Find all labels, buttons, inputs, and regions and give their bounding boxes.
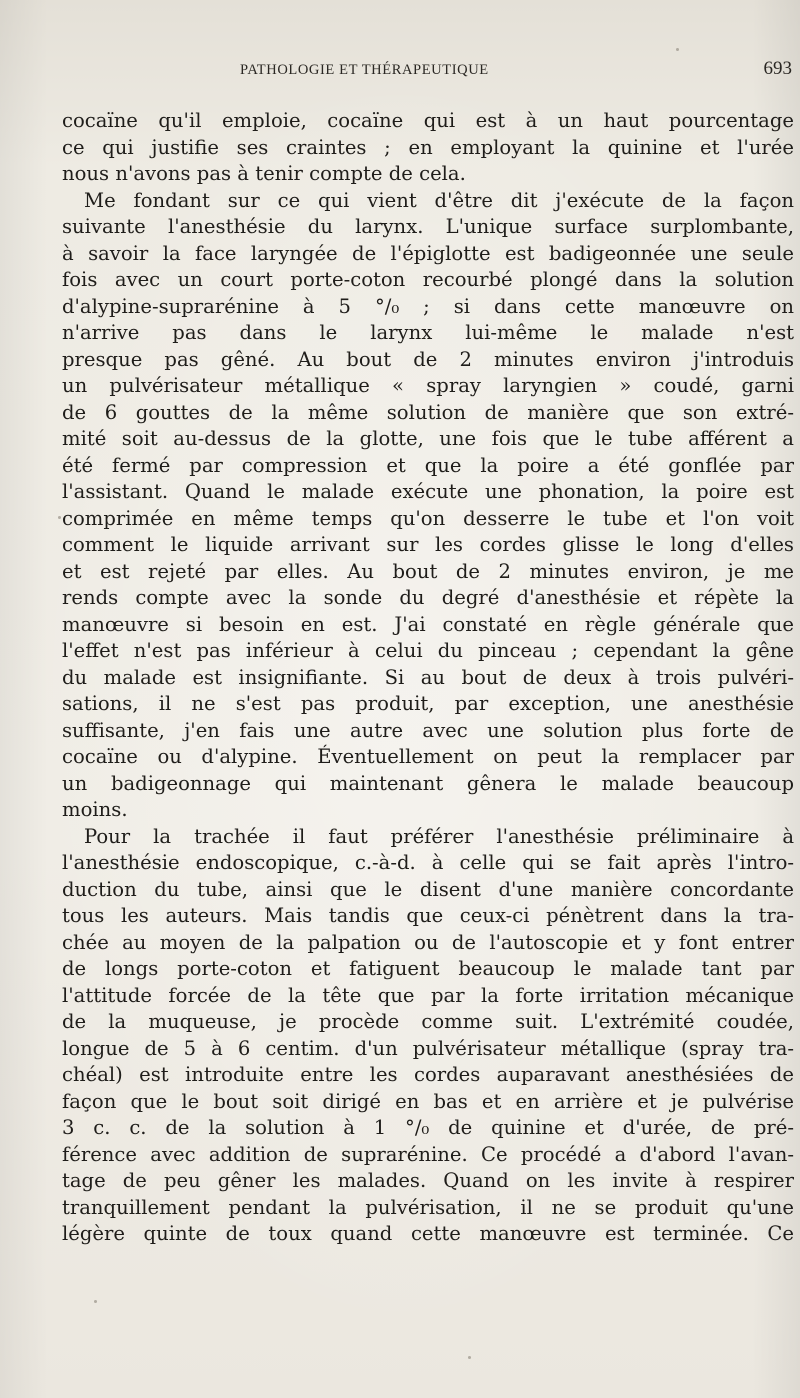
text-line: chéal) est introduite entre les cordes auparavant anesthésiées de <box>62 1063 794 1086</box>
body-text <box>62 108 794 1248</box>
text-line: un badigeonnage qui maintenant gênera le malade beaucoup <box>62 771 794 795</box>
text-line: du malade est insignifiante. Si au bout de deux à trois pulvéri- <box>62 665 794 689</box>
text-line: et est rejeté par elles. Au bout de 2 minutes environ, je me <box>62 559 794 583</box>
text-line: nous n'avons pas à tenir compte de cela. <box>62 162 466 185</box>
text-line: été fermé par compression et que la poire a été gonflée par <box>62 453 794 477</box>
paper-speck <box>468 1356 471 1359</box>
text-line: 3 c. c. de la solution à 1 °/₀ de quinine et d'urée, de pré- <box>62 1116 794 1139</box>
text-line: d'alypine-suprarénine à 5 °/₀ ; si dans cette manœuvre on <box>62 294 794 318</box>
text-line: de la muqueuse, je procède comme suit. L'extrémité coudée, <box>62 1010 794 1033</box>
text-line: duction du tube, ainsi que le disent d'une manière concordante <box>62 877 794 901</box>
page-header <box>62 58 794 88</box>
text-line: tage de peu gêner les malades. Quand on les invite à respirer <box>62 1169 794 1192</box>
text-line: de 6 gouttes de la même solution de manière que son extré- <box>62 400 794 424</box>
text-line: légère quinte de toux quand cette manœuvre est terminée. Ce <box>62 1222 794 1245</box>
text-line: manœuvre si besoin en est. J'ai constaté en règle générale que <box>62 612 794 636</box>
paper-speck <box>94 1300 97 1303</box>
page-number: 693 <box>763 58 792 79</box>
text-line: comprimée en même temps qu'on desserre le tube et l'on voit <box>62 506 794 530</box>
text-line: chée au moyen de la palpation ou de l'autoscopie et y font entrer <box>62 930 794 954</box>
text-line: suffisante, j'en fais une autre avec une solution plus forte de <box>62 718 794 742</box>
text-line: à savoir la face laryngée de l'épiglotte est badigeonnée une seule <box>62 241 794 265</box>
paper-speck <box>676 48 679 51</box>
text-line: comment le liquide arrivant sur les cordes glisse le long d'elles <box>62 533 794 556</box>
running-head: PATHOLOGIE ET THÉRAPEUTIQUE <box>240 62 489 78</box>
text-line: un pulvérisateur métallique « spray laryngien » coudé, garni <box>62 374 794 397</box>
text-line: tranquillement pendant la pulvérisation, il ne se produit qu'une <box>62 1195 794 1219</box>
text-line: sations, il ne s'est pas produit, par exception, une anesthésie <box>62 692 794 715</box>
text-line: façon que le bout soit dirigé en bas et en arrière et je pulvérise <box>62 1089 794 1113</box>
text-line: l'anesthésie endoscopique, c.-à-d. à celle qui se fait après l'intro- <box>62 851 794 874</box>
text-line: l'assistant. Quand le malade exécute une phonation, la poire est <box>62 480 794 503</box>
text-line: ce qui justifie ses craintes ; en employant la quinine et l'urée <box>62 135 794 159</box>
text-line: férence avec addition de suprarénine. Ce procédé a d'abord l'avan- <box>62 1142 794 1166</box>
text-line: cocaïne qu'il emploie, cocaïne qui est à un haut pourcentage <box>62 109 794 132</box>
text-line: presque pas gêné. Au bout de 2 minutes environ j'introduis <box>62 347 794 371</box>
text-line: cocaïne ou d'alypine. Éventuellement on peut la remplacer par <box>62 745 794 768</box>
text-line: Pour la trachée il faut préférer l'anesthésie préliminaire à <box>84 824 794 848</box>
text-line: n'arrive pas dans le larynx lui-même le malade n'est <box>62 321 794 344</box>
text-line: rends compte avec la sonde du degré d'anesthésie et répète la <box>62 586 794 609</box>
text-line: suivante l'anesthésie du larynx. L'unique surface surplombante, <box>62 215 794 238</box>
text-line: moins. <box>62 798 128 821</box>
text-line: de longs porte-coton et fatiguent beaucoup le malade tant par <box>62 957 794 980</box>
text-line: mité soit au-dessus de la glotte, une fois que le tube afférent a <box>62 427 794 450</box>
text-line: tous les auteurs. Mais tandis que ceux-ci pénètrent dans la tra- <box>62 904 794 927</box>
text-line: l'attitude forcée de la tête que par la forte irritation mécanique <box>62 983 794 1007</box>
text-line: l'effet n'est pas inférieur à celui du pinceau ; cependant la gêne <box>62 639 794 662</box>
text-line: fois avec un court porte-coton recourbé plongé dans la solution <box>62 268 794 291</box>
paper-speck <box>58 516 61 519</box>
text-line: Me fondant sur ce qui vient d'être dit j'exécute de la façon <box>84 188 794 212</box>
text-line: longue de 5 à 6 centim. d'un pulvérisateur métallique (spray tra- <box>62 1036 794 1060</box>
